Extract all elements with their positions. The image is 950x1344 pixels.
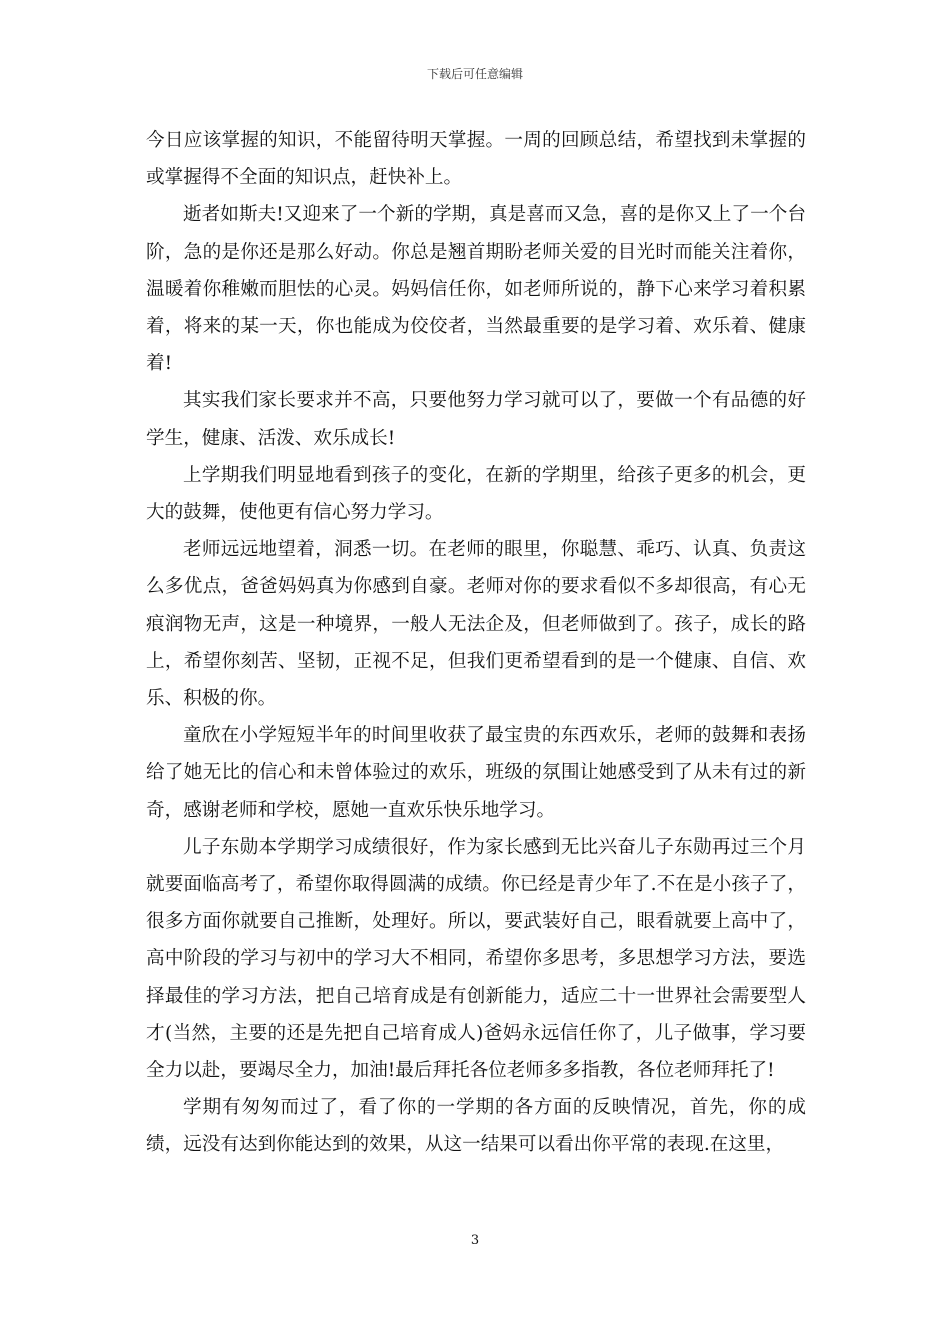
page-number: 3 [470,1233,480,1248]
document-body [146,122,806,1164]
paragraph: 逝者如斯夫!又迎来了一个新的学期，真是喜而又急，喜的是你又上了一个台阶，急的是你还是那么好动。你总是翘首期盼老师关爱的目光时而能关注着你，温暖着你稚嫩而胆怯的心灵。妈妈信任你，如老师所说的，静下心来学习着积累着，将来的某一天，你也能成为佼佼者，当然最重要的是学习着、欢乐着、健康着! [146,204,806,375]
paragraph: 儿子东勋本学期学习成绩很好，作为家长感到无比兴奋儿子东勋再过三个月就要面临高考了，希望你取得圆满的成绩。你已经是青少年了.不在是小孩子了，很多方面你就要自己推断，处理好。所以，要武装好自己，眼看就要上高中了，高中阶段的学习与初中的学习大不相同，希望你多思考，多思想学习方法，要选择最佳的学习方法，把自己培育成是有创新能力，适应二十一世界社会需要型人才(当然，主要的还是先把自己培育成人)爸妈永远信任你了，儿子做事，学习要全力以赴，要竭尽全力，加油!最后拜托各位老师多多指教，各位老师拜托了! [146,836,806,1082]
paragraph: 老师远远地望着，洞悉一切。在老师的眼里，你聪慧、乖巧、认真、负责这么多优点，爸爸妈妈真为你感到自豪。老师对你的要求看似不多却很高，有心无痕润物无声，这是一种境界，一般人无法企及，但老师做到了。孩子，成长的路上，希望你刻苦、坚韧，正视不足，但我们更希望看到的是一个健康、自信、欢乐、积极的你。 [146,539,806,710]
paragraph: 今日应该掌握的知识，不能留待明天掌握。一周的回顾总结，希望找到未掌握的或掌握得不全面的知识点，赶快补上。 [146,130,806,189]
paragraph: 其实我们家长要求并不高，只要他努力学习就可以了，要做一个有品德的好学生，健康、活泼、欢乐成长! [146,390,806,449]
paragraph: 童欣在小学短短半年的时间里收获了最宝贵的东西欢乐，老师的鼓舞和表扬给了她无比的信心和未曾体验过的欢乐，班级的氛围让她感受到了从未有过的新奇，感谢老师和学校，愿她一直欢乐快乐地学习。 [146,725,806,821]
page-header: 下载后可任意编辑 [426,67,523,81]
paragraph: 学期有匆匆而过了，看了你的一学期的各方面的反映情况，首先，你的成绩，远没有达到你能达到的效果，从这一结果可以看出你平常的表现.在这里， [146,1097,806,1156]
paragraph: 上学期我们明显地看到孩子的变化，在新的学期里，给孩子更多的机会，更大的鼓舞，使他更有信心努力学习。 [146,464,806,524]
